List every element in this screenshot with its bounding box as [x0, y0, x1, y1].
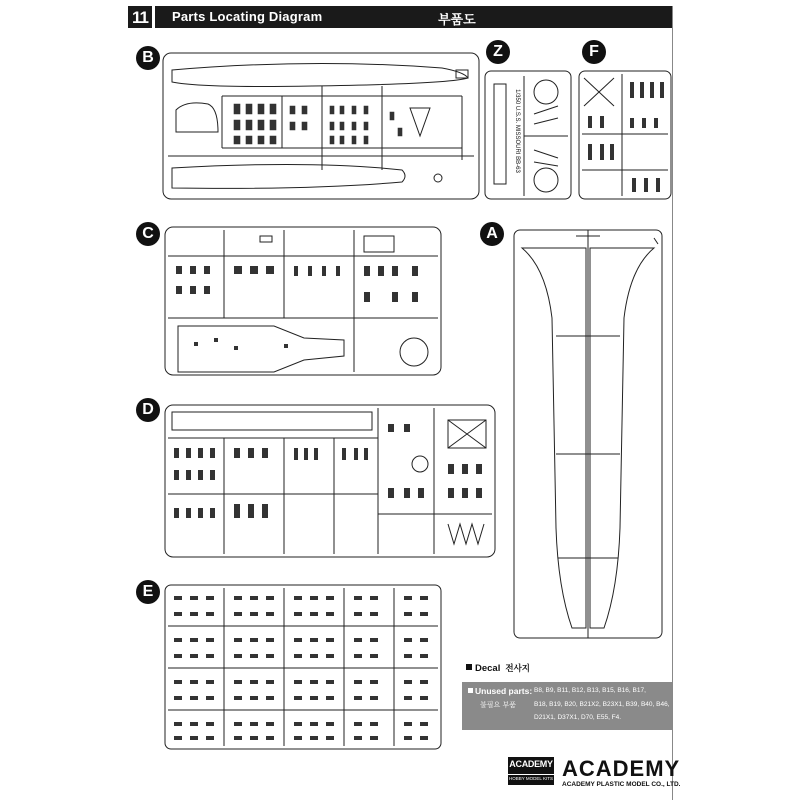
unused-parts-line-2: B18, B19, B20, B21X2, B23X1, B39, B40, B46,: [534, 701, 670, 708]
sprue-f: [578, 70, 672, 200]
sprue-marker-a: A: [480, 222, 504, 246]
sprue-e: [164, 584, 442, 750]
header-bar: [128, 6, 672, 28]
logo-badge-name: ACADEMY: [509, 759, 553, 769]
sprue-marker-b: B: [136, 46, 160, 70]
bullet-square-icon: [468, 688, 473, 693]
unused-parts-title: [468, 686, 532, 696]
unused-parts-box: [462, 682, 672, 730]
logo-badge-tagline: HOBBY MODEL KITS: [508, 776, 553, 781]
academy-logo-badge: [508, 757, 554, 785]
unused-parts-line-3: D21X1, D37X1, D70, E55, F4.: [534, 714, 622, 721]
header-divider: [152, 6, 155, 28]
sprue-z: [484, 70, 572, 200]
sprue-c: [164, 226, 442, 376]
unused-parts-line-1: B8, B9, B11, B12, B13, B15, B16, B17,: [534, 687, 646, 694]
sprue-z-label: 1/350 U.S.S. MISSOURI BB-63: [514, 89, 520, 173]
sprue-a: [512, 228, 664, 640]
unused-parts-title-text: Unused parts:: [475, 686, 533, 696]
unused-parts-title-korean: 불필요 부품: [480, 701, 517, 709]
sprue-marker-z: Z: [486, 40, 510, 64]
brand-wordmark: ACADEMY: [562, 756, 681, 781]
section-number: 11: [132, 8, 148, 27]
page-title: Parts Locating Diagram: [172, 9, 323, 24]
sprue-b: [162, 52, 480, 200]
sprue-marker-f: F: [582, 40, 606, 64]
page-title-korean: 부품도: [438, 13, 476, 28]
page-edge-rule: [672, 6, 673, 800]
sprue-marker-e: E: [136, 580, 160, 604]
sprue-marker-c: C: [136, 222, 160, 246]
sprue-marker-d: D: [136, 398, 160, 422]
decal-text: Decal: [475, 663, 501, 674]
brand-company: ACADEMY PLASTIC MODEL CO., LTD.: [562, 781, 681, 788]
decal-text-korean: 전사지: [505, 664, 530, 674]
decal-label: [466, 662, 530, 674]
sprue-d: [164, 404, 496, 558]
bullet-square-icon: [466, 664, 472, 670]
